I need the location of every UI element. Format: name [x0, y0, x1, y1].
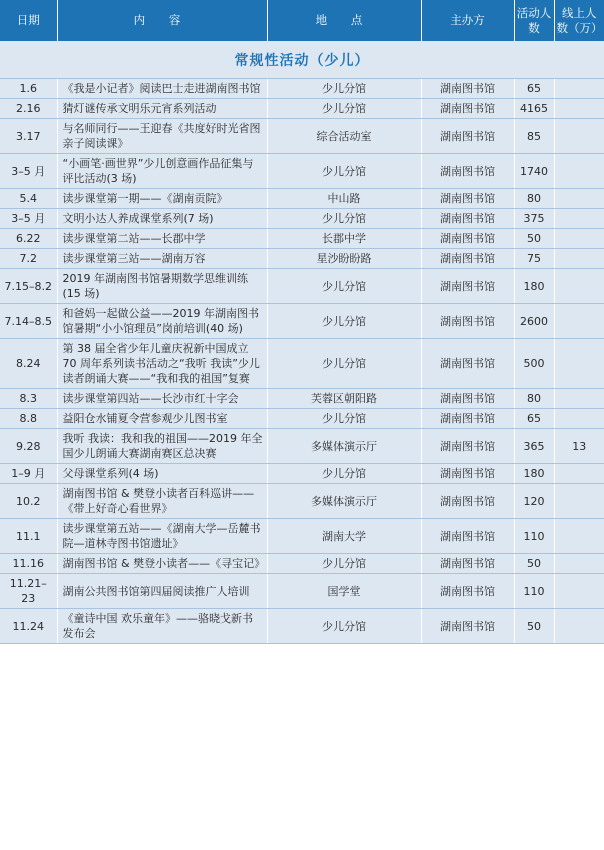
cell-count: 365 [514, 429, 554, 464]
cell-place: 少儿分馆 [267, 99, 421, 119]
cell-date: 11.24 [0, 609, 57, 644]
cell-name: “小画笔·画世界”少儿创意画作品征集与评比活动(3 场) [57, 154, 267, 189]
table-row [0, 269, 604, 304]
cell-count: 65 [514, 79, 554, 99]
cell-name: 读步课堂第五站——《湖南大学—岳麓书院—道林寺图书馆遗址》 [57, 519, 267, 554]
cell-count: 75 [514, 249, 554, 269]
cell-online [554, 229, 604, 249]
cell-organizer: 湖南图书馆 [421, 389, 514, 409]
table-row [0, 609, 604, 644]
cell-name: 2019 年湖南图书馆暑期数学思维训练(15 场) [57, 269, 267, 304]
cell-count: 120 [514, 484, 554, 519]
cell-organizer: 湖南图书馆 [421, 464, 514, 484]
cell-name: 和爸妈一起做公益——2019 年湖南图书馆暑期“小小馆理员”岗前培训(40 场) [57, 304, 267, 339]
cell-online [554, 409, 604, 429]
cell-name: 文明小达人养成课堂系列(7 场) [57, 209, 267, 229]
cell-place: 少儿分馆 [267, 554, 421, 574]
cell-online [554, 304, 604, 339]
cell-online [554, 464, 604, 484]
cell-count: 80 [514, 389, 554, 409]
cell-date: 5.4 [0, 189, 57, 209]
cell-organizer: 湖南图书馆 [421, 229, 514, 249]
table-row [0, 554, 604, 574]
cell-count: 110 [514, 519, 554, 554]
cell-count: 375 [514, 209, 554, 229]
cell-name: 我听 我读：我和我的祖国——2019 年全国少儿朗诵大赛湖南赛区总决赛 [57, 429, 267, 464]
cell-name: 湖南图书馆 & 樊登小读者——《寻宝记》 [57, 554, 267, 574]
cell-online [554, 154, 604, 189]
cell-place: 少儿分馆 [267, 304, 421, 339]
cell-name: 益阳仓水铺夏令营参观少儿图书室 [57, 409, 267, 429]
table-row [0, 189, 604, 209]
cell-organizer: 湖南图书馆 [421, 119, 514, 154]
cell-name: 猜灯谜传承文明乐元宵系列活动 [57, 99, 267, 119]
section-title: 常规性活动（少儿） [0, 41, 604, 79]
cell-date: 1.6 [0, 79, 57, 99]
cell-organizer: 湖南图书馆 [421, 609, 514, 644]
cell-count: 50 [514, 229, 554, 249]
cell-place: 少儿分馆 [267, 409, 421, 429]
table-row [0, 229, 604, 249]
cell-date: 11.1 [0, 519, 57, 554]
cell-place: 芙蓉区朝阳路 [267, 389, 421, 409]
cell-place: 少儿分馆 [267, 209, 421, 229]
cell-place: 少儿分馆 [267, 269, 421, 304]
cell-online [554, 519, 604, 554]
header-organizer: 主办方 [421, 0, 514, 41]
cell-organizer: 湖南图书馆 [421, 574, 514, 609]
cell-online: 13 [554, 429, 604, 464]
cell-place: 少儿分馆 [267, 79, 421, 99]
cell-count: 65 [514, 409, 554, 429]
cell-name: 与名师同行——王迎春《共度好时光省图亲子阅读课》 [57, 119, 267, 154]
cell-name: 《童诗中国 欢乐童年》——骆晓戈新书发布会 [57, 609, 267, 644]
cell-name: 《我是小记者》阅读巴士走进湖南图书馆 [57, 79, 267, 99]
cell-place: 湖南大学 [267, 519, 421, 554]
cell-count: 80 [514, 189, 554, 209]
cell-organizer: 湖南图书馆 [421, 189, 514, 209]
cell-place: 少儿分馆 [267, 154, 421, 189]
cell-place: 星沙盼盼路 [267, 249, 421, 269]
cell-organizer: 湖南图书馆 [421, 554, 514, 574]
cell-name: 湖南公共图书馆第四届阅读推广人培训 [57, 574, 267, 609]
cell-date: 8.3 [0, 389, 57, 409]
cell-online [554, 79, 604, 99]
table-row [0, 519, 604, 554]
table-row [0, 79, 604, 99]
cell-place: 国学堂 [267, 574, 421, 609]
table-row [0, 409, 604, 429]
table-row [0, 464, 604, 484]
cell-name: 父母课堂系列(4 场) [57, 464, 267, 484]
table-row [0, 249, 604, 269]
cell-date: 3–5 月 [0, 154, 57, 189]
cell-organizer: 湖南图书馆 [421, 304, 514, 339]
cell-organizer: 湖南图书馆 [421, 249, 514, 269]
cell-count: 2600 [514, 304, 554, 339]
cell-place: 中山路 [267, 189, 421, 209]
cell-organizer: 湖南图书馆 [421, 269, 514, 304]
table-row [0, 209, 604, 229]
cell-count: 50 [514, 554, 554, 574]
header-name: 内 容 [57, 0, 267, 41]
cell-date: 1–9 月 [0, 464, 57, 484]
cell-date: 7.15–8.2 [0, 269, 57, 304]
cell-count: 500 [514, 339, 554, 389]
cell-organizer: 湖南图书馆 [421, 99, 514, 119]
cell-organizer: 湖南图书馆 [421, 429, 514, 464]
cell-place: 少儿分馆 [267, 339, 421, 389]
table-row [0, 99, 604, 119]
cell-online [554, 99, 604, 119]
cell-name: 读步课堂第二站——长郡中学 [57, 229, 267, 249]
table-row [0, 484, 604, 519]
cell-date: 2.16 [0, 99, 57, 119]
cell-name: 读步课堂第一期——《湖南贡院》 [57, 189, 267, 209]
cell-online [554, 339, 604, 389]
cell-count: 110 [514, 574, 554, 609]
header-row [0, 0, 604, 41]
header-place: 地 点 [267, 0, 421, 41]
cell-count: 180 [514, 464, 554, 484]
cell-place: 多媒体演示厅 [267, 429, 421, 464]
table-row [0, 339, 604, 389]
cell-place: 综合活动室 [267, 119, 421, 154]
cell-online [554, 609, 604, 644]
cell-count: 180 [514, 269, 554, 304]
cell-online [554, 209, 604, 229]
cell-date: 3.17 [0, 119, 57, 154]
cell-online [554, 554, 604, 574]
cell-date: 10.2 [0, 484, 57, 519]
section-row [0, 41, 604, 79]
cell-name: 读步课堂第四站——长沙市红十字会 [57, 389, 267, 409]
cell-date: 9.28 [0, 429, 57, 464]
cell-online [554, 574, 604, 609]
cell-date: 3–5 月 [0, 209, 57, 229]
cell-date: 11.16 [0, 554, 57, 574]
table-row [0, 389, 604, 409]
cell-count: 4165 [514, 99, 554, 119]
table-row [0, 304, 604, 339]
header-online: 线上人数（万） [554, 0, 604, 41]
cell-organizer: 湖南图书馆 [421, 484, 514, 519]
cell-name: 读步课堂第三站——湖南万容 [57, 249, 267, 269]
cell-date: 7.2 [0, 249, 57, 269]
cell-count: 50 [514, 609, 554, 644]
cell-online [554, 249, 604, 269]
cell-name: 第 38 届全省少年儿童庆祝新中国成立 70 周年系列读书活动之“我听 我读”少儿读者朗诵大赛——“我和我的祖国”复赛 [57, 339, 267, 389]
table-row [0, 574, 604, 609]
cell-place: 多媒体演示厅 [267, 484, 421, 519]
cell-organizer: 湖南图书馆 [421, 209, 514, 229]
header-count: 活动人数 [514, 0, 554, 41]
cell-count: 85 [514, 119, 554, 154]
cell-count: 1740 [514, 154, 554, 189]
cell-place: 少儿分馆 [267, 609, 421, 644]
table-row [0, 154, 604, 189]
cell-organizer: 湖南图书馆 [421, 154, 514, 189]
cell-online [554, 189, 604, 209]
cell-place: 少儿分馆 [267, 464, 421, 484]
cell-online [554, 484, 604, 519]
cell-date: 8.8 [0, 409, 57, 429]
cell-date: 7.14–8.5 [0, 304, 57, 339]
cell-online [554, 269, 604, 304]
table-row [0, 429, 604, 464]
cell-online [554, 119, 604, 154]
cell-organizer: 湖南图书馆 [421, 409, 514, 429]
cell-name: 湖南图书馆 & 樊登小读者百科巡讲——《带上好奇心看世界》 [57, 484, 267, 519]
cell-date: 11.21–23 [0, 574, 57, 609]
header-date: 日期 [0, 0, 57, 41]
cell-online [554, 389, 604, 409]
cell-organizer: 湖南图书馆 [421, 79, 514, 99]
cell-organizer: 湖南图书馆 [421, 339, 514, 389]
cell-place: 长郡中学 [267, 229, 421, 249]
table-row [0, 119, 604, 154]
cell-date: 6.22 [0, 229, 57, 249]
cell-organizer: 湖南图书馆 [421, 519, 514, 554]
cell-date: 8.24 [0, 339, 57, 389]
